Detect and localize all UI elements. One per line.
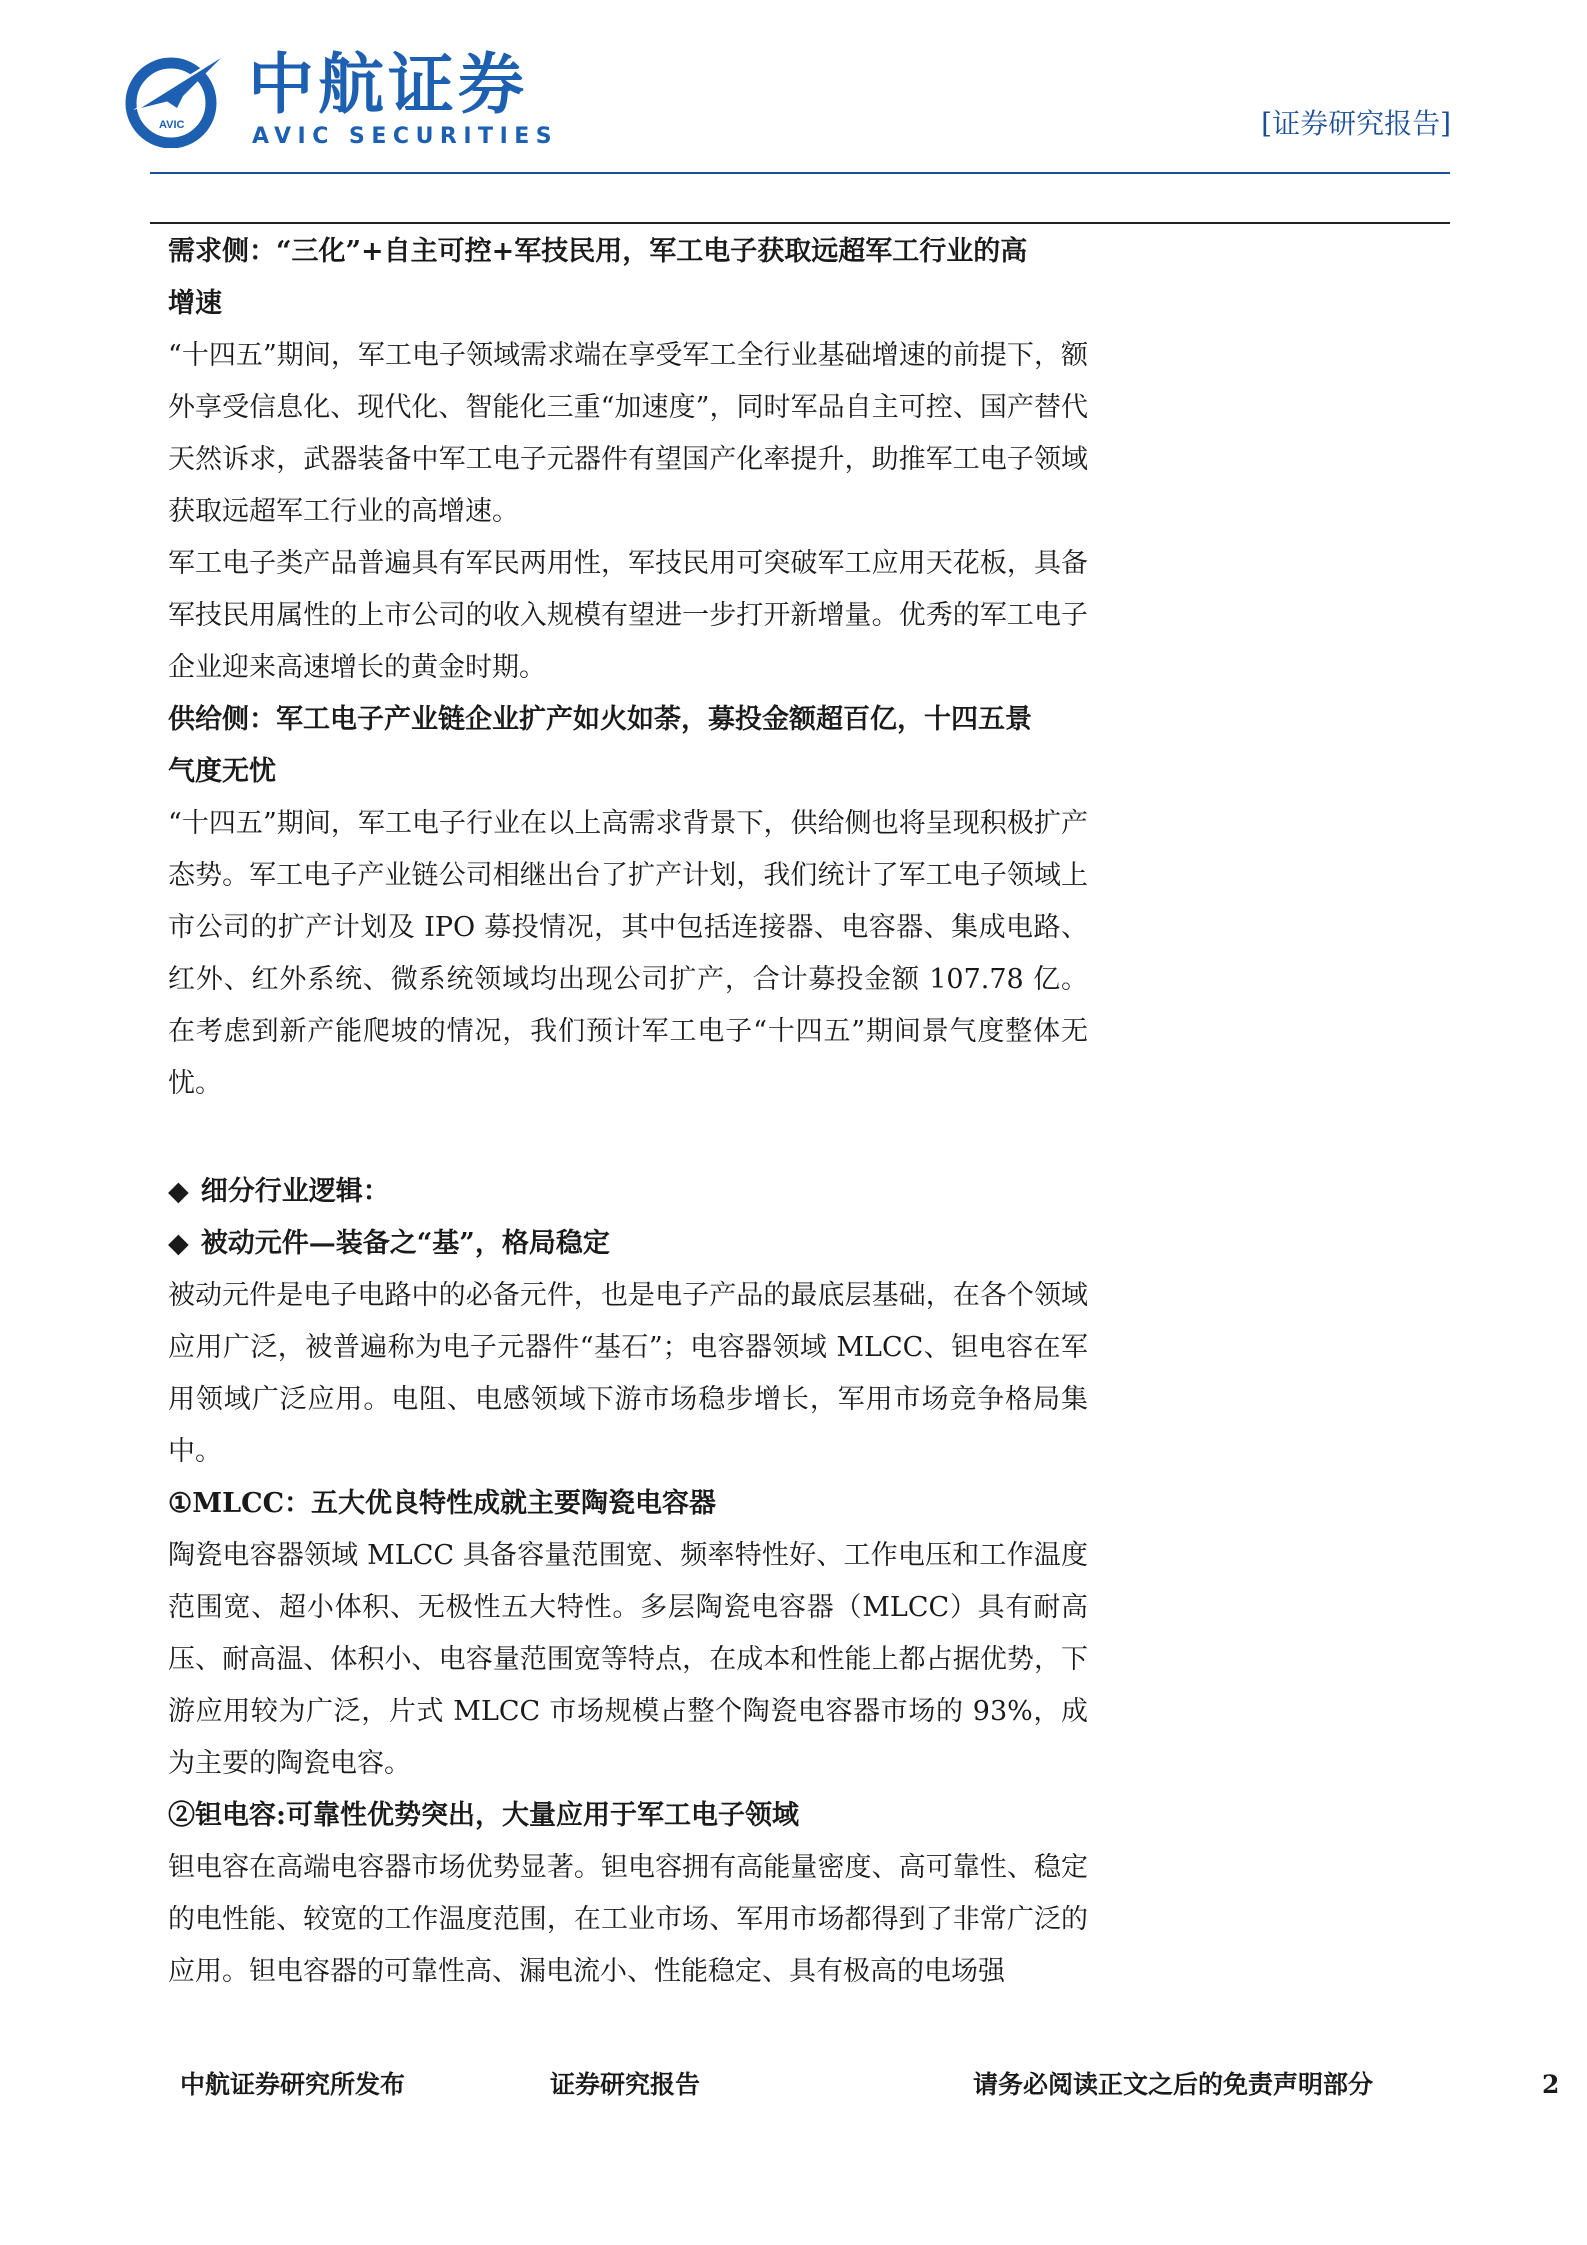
section-spacer bbox=[168, 1110, 1088, 1166]
mlcc-heading: ①MLCC：五大优良特性成就主要陶瓷电容器 bbox=[168, 1488, 717, 1519]
page-number: 2 bbox=[1542, 2070, 1560, 2099]
supply-heading bbox=[168, 694, 1088, 798]
tantalum-heading: ②钽电容:可靠性优势突出，大量应用于军工电子领域 bbox=[168, 1800, 799, 1831]
demand-paragraph-2: 军工电子类产品普遍具有军民两用性，军技民用可突破军工应用天花板，具备军技民用属性的上市公司的收入规模有望进一步打开新增量。优秀的军工电子企业迎来高速增长的黄金时期。 bbox=[168, 548, 1088, 683]
logo-text: AVIC bbox=[159, 119, 185, 131]
segment-heading-text: 细分行业逻辑： bbox=[200, 1176, 390, 1207]
demand-paragraph-1: “十四五”期间，军工电子领域需求端在享受军工全行业基础增速的前提下，额外享受信息化、现代化、智能化三重“加速度”，同时军品自主可控、国产替代天然诉求，武器装备中军工电子元器件有望国产化率提升，助推军工电子领域获取远超军工行业的高增速。 bbox=[168, 340, 1088, 527]
passive-heading bbox=[168, 1218, 1088, 1270]
supply-paragraph-1: “十四五”期间，军工电子行业在以上高需求背景下，供给侧也将呈现积极扩产态势。军工电子产业链公司相继出台了扩产计划，我们统计了军工电子领域上市公司的扩产计划及 IPO 募投情况，其中包括连接器、电容器、集成电路、红外、红外系统、微系统领域均出现公司扩产，合计募投金额 107.78 亿。在考虑到新产能爬坡的情况，我们预计军工电子“十四五”期间景气度整体无忧。 bbox=[168, 808, 1088, 1099]
report-body bbox=[168, 226, 1088, 1998]
footer-publisher: 中航证券研究所发布 bbox=[180, 2070, 406, 2099]
report-type-tag: [证券研究报告] bbox=[1261, 107, 1451, 140]
passive-paragraph-1: 被动元件是电子电路中的必备元件，也是电子产品的最底层基础，在各个领域应用广泛，被普遍称为电子元器件“基石”；电容器领域 MLCC、钽电容在军用领域广泛应用。电阻、电感领域下游市场稳步增长，军用市场竞争格局集中。 bbox=[168, 1280, 1088, 1467]
diamond-bullet-icon: ◆ bbox=[168, 1228, 189, 1259]
footer-disclaimer: 请务必阅读正文之后的免责声明部分 bbox=[973, 2070, 1374, 2099]
footer-report-type: 证券研究报告 bbox=[550, 2070, 701, 2099]
brand-name-en: AVIC SECURITIES bbox=[252, 124, 559, 149]
mlcc-paragraph-1: 陶瓷电容器领域 MLCC 具备容量范围宽、频率特性好、工作电压和工作温度范围宽、超小体积、无极性五大特性。多层陶瓷电容器（MLCC）具有耐高压、耐高温、体积小、电容量范围宽等特点，在成本和性能上都占据优势，下游应用较为广泛，片式 MLCC 市场规模占整个陶瓷电容器市场的 93%，成为主要的陶瓷电容。 bbox=[168, 1540, 1088, 1779]
diamond-bullet-icon: ◆ bbox=[168, 1176, 189, 1207]
brand-name-cn: 中航证券 bbox=[248, 46, 528, 123]
avic-logo bbox=[125, 48, 225, 148]
segment-heading bbox=[168, 1166, 1088, 1218]
demand-heading-line1: 需求侧：“三化”+自主可控+军技民用，军工电子获取远超军工行业的高 bbox=[168, 236, 1028, 267]
demand-heading bbox=[168, 226, 1088, 330]
header-divider-blue bbox=[150, 172, 1450, 174]
supply-heading-line1: 供给侧：军工电子产业链企业扩产如火如荼，募投金额超百亿，十四五景 bbox=[168, 704, 1032, 735]
supply-heading-line2: 气度无忧 bbox=[168, 756, 276, 787]
passive-heading-text: 被动元件—装备之“基”，格局稳定 bbox=[200, 1228, 610, 1259]
tantalum-paragraph-1: 钽电容在高端电容器市场优势显著。钽电容拥有高能量密度、高可靠性、稳定的电性能、较宽的工作温度范围，在工业市场、军用市场都得到了非常广泛的应用。钽电容器的可靠性高、漏电流小、性能稳定、具有极高的电场强 bbox=[168, 1852, 1088, 1987]
header-divider-black bbox=[150, 222, 1450, 224]
demand-heading-line2: 增速 bbox=[168, 288, 222, 319]
